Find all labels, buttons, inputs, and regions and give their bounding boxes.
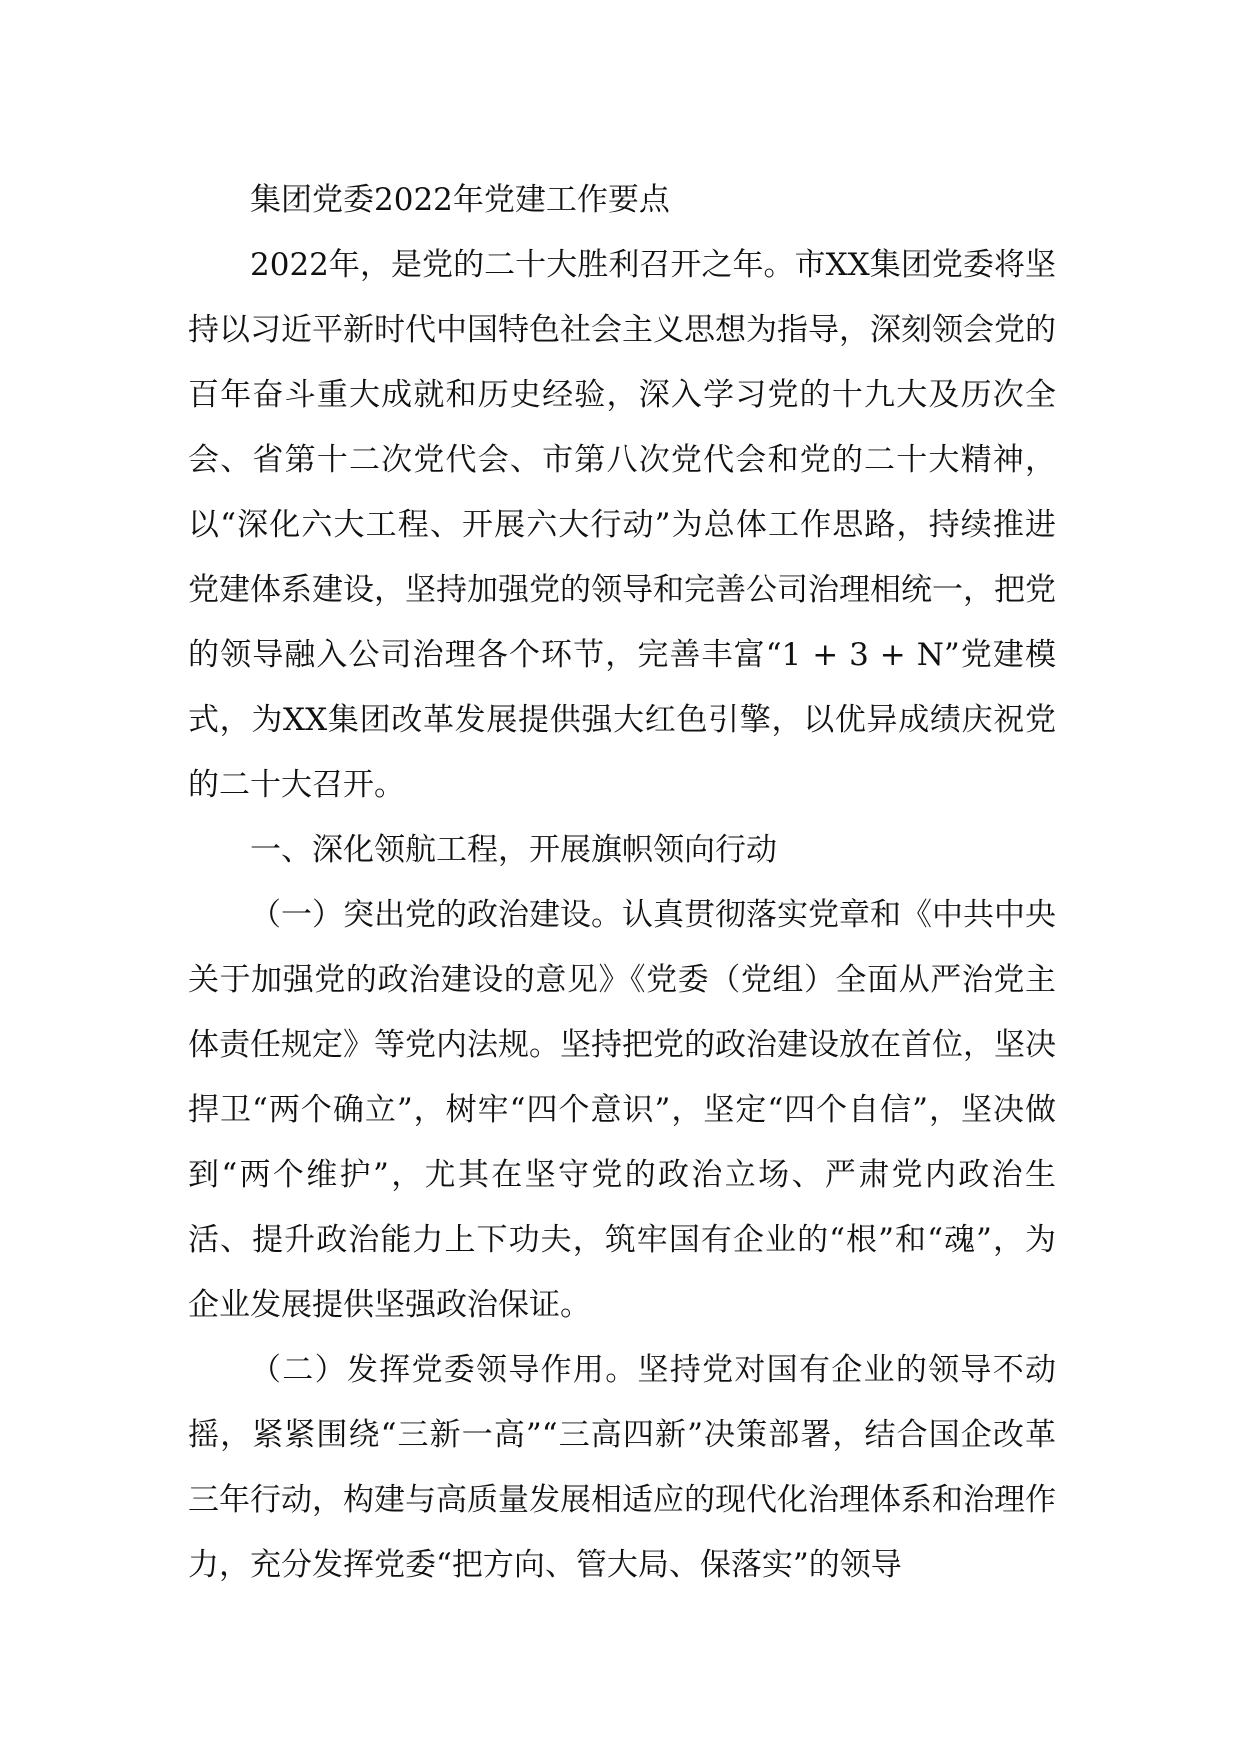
document-body: [188, 168, 1056, 1598]
intro-paragraph: 2022年，是党的二十大胜利召开之年。市XX集团党委将坚持以习近平新时代中国特色社会主义思想为指导，深刻领会党的百年奋斗重大成就和历史经验，深入学习党的十九大及历次全会、省第十二次党代会、市第八次党代会和党的二十大精神，以“深化六大工程、开展六大行动”为总体工作思路，持续推进党建体系建设，坚持加强党的领导和完善公司治理相统一，把党的领导融入公司治理各个环节，完善丰富“1 + 3 + N”党建模式，为XX集团改革发展提供强大红色引擎，以优异成绩庆祝党的二十大召开。: [188, 247, 1056, 803]
body-paragraph-1: （一）突出党的政治建设。认真贯彻落实党章和《中共中央关于加强党的政治建设的意见》《党委（党组）全面从严治党主体责任规定》等党内法规。坚持把党的政治建设放在首位，坚决捍卫“两个确立”，树牢“四个意识”，坚定“四个自信”，坚决做到“两个维护”，尤其在坚守党的政治立场、严肃党内政治生活、提升政治能力上下功夫，筑牢国有企业的“根”和“魂”，为企业发展提供坚强政治保证。: [188, 897, 1056, 1323]
section-heading: 一、深化领航工程，开展旗帜领向行动: [250, 832, 777, 868]
document-title: 集团党委2022年党建工作要点: [250, 182, 670, 218]
body-paragraph-2: （二）发挥党委领导作用。坚持党对国有企业的领导不动摇，紧紧围绕“三新一高”“三高四新”决策部署，结合国企改革三年行动，构建与高质量发展相适应的现代化治理体系和治理作力，充分发挥党委“把方向、管大局、保落实”的领导: [188, 1352, 1056, 1583]
